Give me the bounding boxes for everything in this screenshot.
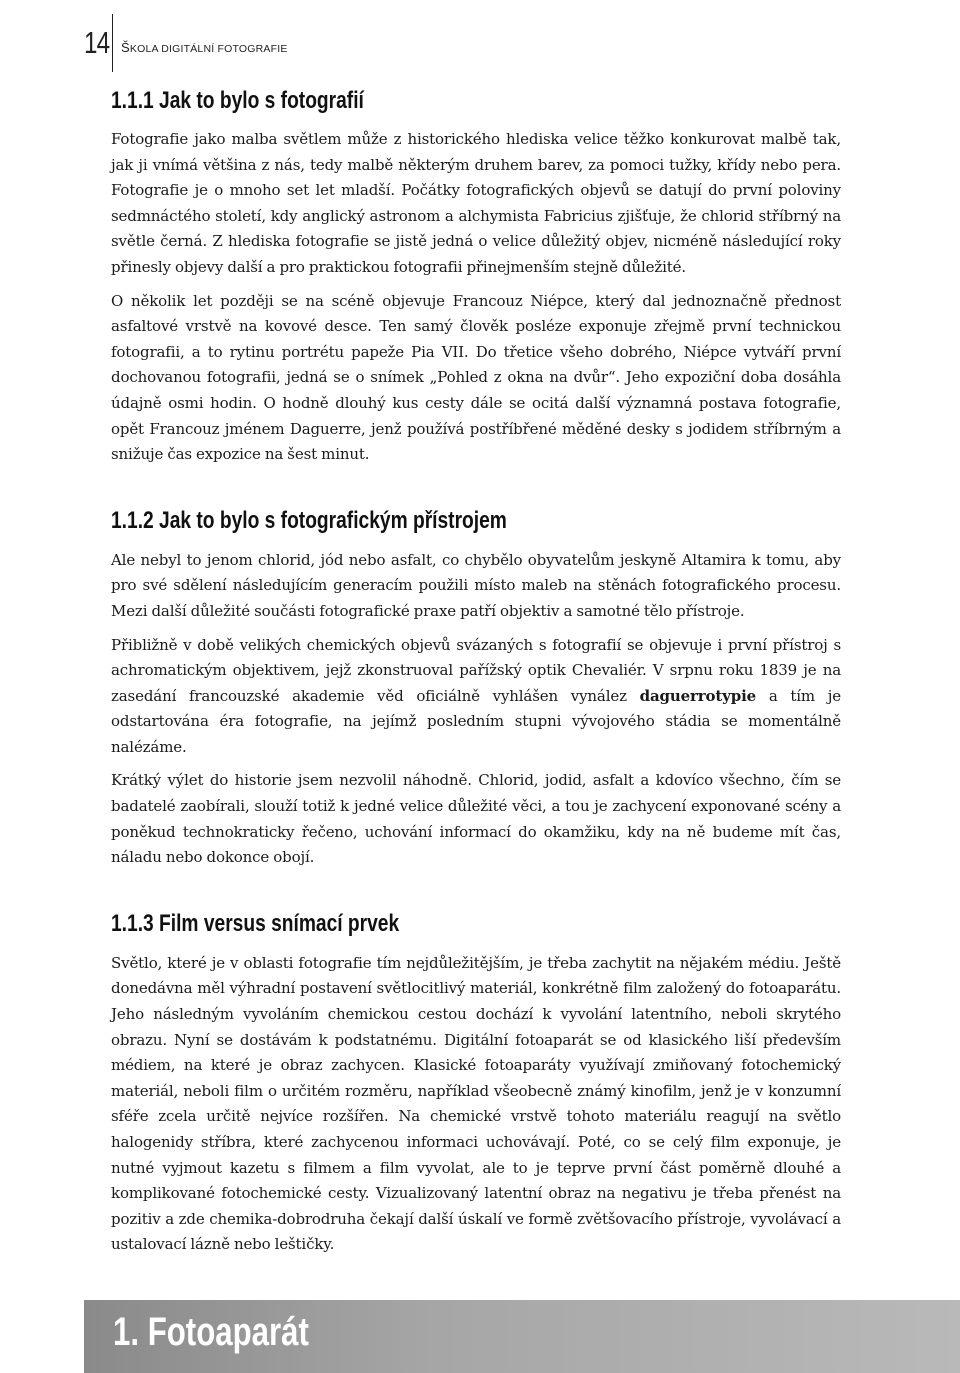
body-paragraph: O několik let později se na scéně objevuje Francouz Niépce, který dal jednoznačně přednost asfaltové vrstvě na kovové desce. Ten samý člověk posléze exponuje zřejmě první technickou fotografii, a to rytinu portrétu papeže Pia VII. Do třetice všeho dobrého, Niépce vytváří první dochovanou fotografii, jedná se o snímek „Pohled z okna na dvůr“. Jeho expoziční doba dosáhla údajně osmi hodin. O hodně dlouhý kus cesty dále se ocitá další významná postava fotografie, opět Francouz jménem Daguerre, jenž používá postříbřené měděné desky s jodidem stříbrným a snižuje čas expozice na šest minut. [111, 291, 841, 464]
paragraph-text: a tím je odstartována éra fotografie, na jejímž posledním stupni vývojového stádia se momentálně nalézáme. [111, 686, 841, 756]
paragraph-text: Přibližně v době velikých chemických objevů svázaných s fotografií se objevuje i první přístroj s achromatickým objektivem, jejž zkonstruoval pařížský optik Chevaliér. V srpnu roku 1839 je na zasedání francouzské akademie věd oficiálně vyhlášen vynález [111, 635, 841, 705]
chapter-title: 1. Fotoaparát [113, 1310, 309, 1354]
body-paragraph [111, 633, 841, 761]
page-content [111, 84, 841, 1258]
body-paragraph: Ale nebyl to jenom chlorid, jód nebo asfalt, co chybělo obyvatelům jeskyně Altamira k tomu, aby pro své sdělení následujícím generacím použili místo maleb na stěnách fotografického procesu. Mezi další důležité součásti fotografické praxe patří objektiv a samotné tělo přístroje. [111, 550, 841, 620]
header-divider [112, 14, 113, 72]
body-paragraph: Světlo, které je v oblasti fotografie tím nejdůležitějším, je třeba zachytit na nějakém médiu. Ještě donedávna měl výhradní postavení světlocitlivý materiál, konkrétně film založený do fotoaparátu. Jeho následným vyvoláním chemickou cestou dochází k vyvolání latentního, neboli skrytého obrazu. Nyní se dostávám k podstatnému. Digitální fotoaparát se od klasického liší především médiem, na které je obraz zachycen. Klasické fotoaparáty využívají zmiňovaný fotochemický materiál, neboli film o určitém rozměru, například všeobecně známý kinofilm, jenž je v konzumní sféře zcela určitě nejvíce rozšířen. Na chemické vrstvě tohoto materiálu reagují na světlo halogenidy stříbra, které zachycenou informaci uchovávají. Poté, co se celý film exponuje, je nutné vyjmout kazetu s filmem a film vyvolat, ale to je teprve první část poměrně dlouhé a komplikované fotochemické cesty. Vizualizovaný latentní obraz na negativu je třeba přenést na pozitiv a zde chemika-dobrodruha čekají další úskalí ve formě zvětšovacího přístroje, vyvolávací a ustalovací lázně nebo leštičky. [111, 953, 841, 1254]
page-number: 14 [84, 25, 110, 60]
section-1-1-3 [111, 907, 841, 1258]
section-1-1-1 [111, 84, 841, 468]
chapter-footer-band [84, 1300, 960, 1373]
page-header [84, 14, 288, 72]
running-title [121, 40, 288, 55]
running-title-rest: KOLA DIGITÁLNÍ FOTOGRAFIE [129, 42, 288, 55]
section-heading: 1.1.1 Jak to bylo s fotografií [111, 87, 364, 114]
running-title-initial: Š [121, 39, 130, 55]
section-heading: 1.1.3 Film versus snímací prvek [111, 909, 400, 937]
body-paragraph: Krátký výlet do historie jsem nezvolil náhodně. Chlorid, jodid, asfalt a kdovíco všechno, čím se badatelé zaobírali, slouží totiž k jedné velice důležité věci, a tou je zachycení exponované scény a poněkud technokraticky řečeno, uchování informací do okamžiku, kdy na ně budeme mít čas, náladu nebo dokonce obojí. [111, 771, 841, 867]
bold-term: daguerrotypie [639, 686, 757, 705]
section-heading: 1.1.2 Jak to bylo s fotografickým přístrojem [111, 506, 507, 534]
section-1-1-2 [111, 504, 841, 871]
body-paragraph: Fotografie jako malba světlem může z historického hlediska velice těžko konkurovat malbě tak, jak ji vnímá většina z nás, tedy malbě některým druhem barev, za pomoci tužky, křídy nebo pera. Fotografie je o mnoho set let mladší. Počátky fotografických objevů se datují do první poloviny sedmnáctého století, kdy anglický astronom a alchymista Fabricius zjišťuje, že chlorid stříbrný na světle černá. Z hlediska fotografie se jistě jedná o velice důležitý objev, nicméně následující roky přinesly objevy další a pro praktickou fotografii přinejmenším stejně důležité. [111, 130, 841, 276]
